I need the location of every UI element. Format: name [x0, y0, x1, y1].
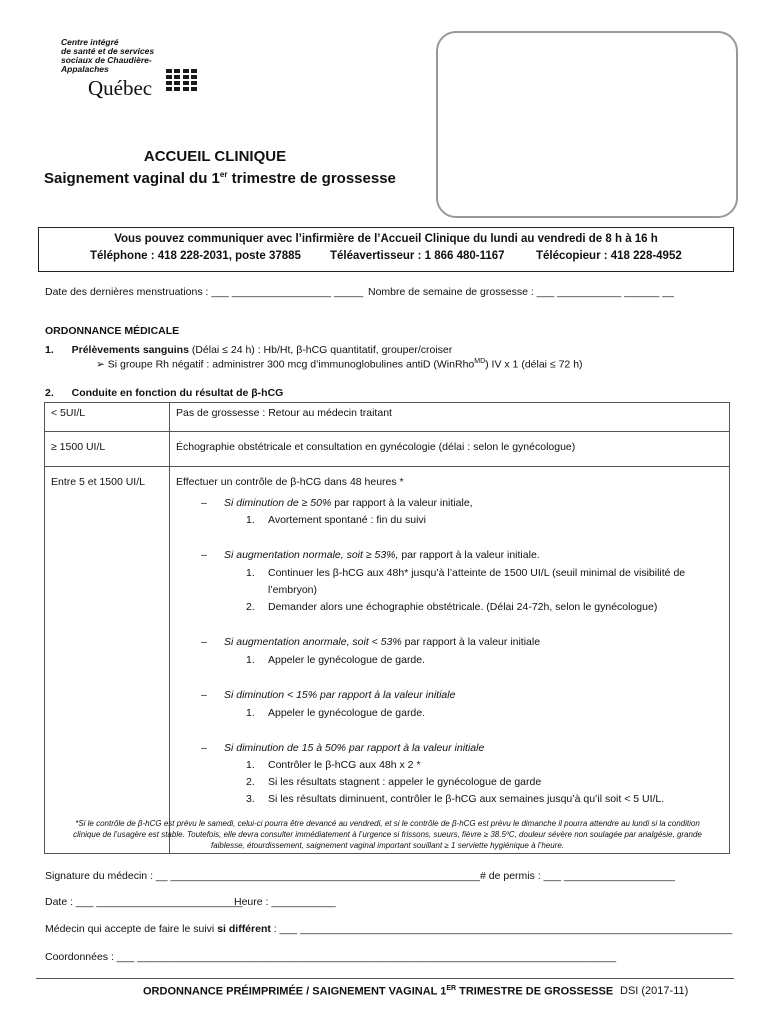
order-item-2: 2. Conduite en fonction du résultat de β-hCG	[45, 387, 284, 399]
followup-doctor-field[interactable]: Médecin qui accepte de faire le suivi si différent : ___ __________________________________________________________________________	[45, 923, 733, 935]
footer-divider	[36, 978, 734, 979]
order-item-1: 1. Prélèvements sanguins (Délai ≤ 24 h) : Hb/Ht, β-hCG quantitatif, grouper/croiser	[45, 344, 453, 356]
table-row: < 5UI/L Pas de grossesse : Retour au médecin traitant	[45, 403, 730, 432]
date-field[interactable]: Date : ___ _________________________	[45, 896, 243, 908]
footnote: *Si le contrôle de β-hCG est prévu le samedi, celui-ci pourra être devancé au vendredi, et si le contrôle de β-hCG est prévu le dimanche il pourra attendre au lundi si la condition clinique de l’usagère est stable. Toutefois, elle devra consulter immédiatement à l’urgence si frissons, sueurs, fièvre ≥ 38.5ºC, douleur sévère non soulagée par analgésie, grande faiblesse, étourdissement, saignement vaginal important souillant ≥ 1 serviette hygiénique à l’heure.	[73, 819, 702, 850]
branch-normal-increase: –	[201, 549, 207, 561]
quebec-logo-text: Québec	[88, 76, 153, 100]
quebec-flag-icon	[166, 69, 198, 91]
permit-number-field[interactable]: # de permis : ___ ___________________	[480, 870, 675, 882]
document-title: ACCUEIL CLINIQUE	[143, 148, 287, 165]
doctor-signature-field[interactable]: Signature du médecin : __ _____________________________________________________	[45, 870, 480, 882]
branch-decrease-15-50: –	[201, 742, 207, 754]
pregnancy-weeks-field[interactable]: Nombre de semaine de grossesse : ___ ___________ ______ __	[368, 286, 674, 298]
branch-abnormal-increase: –	[201, 636, 207, 648]
contact-hours: Vous pouvez communiquer avec l’infirmière de l’Accueil Clinique du lundi au vendredi de 8 h à 16 h	[114, 233, 658, 245]
coordinates-field[interactable]: Coordonnées : ___ __________________________________________________________________________________	[45, 951, 617, 963]
branch-decrease-50: –	[201, 497, 207, 509]
table-row: Entre 5 et 1500 UI/L Effectuer un contrôle de β-hCG dans 48 heures *	[45, 467, 730, 854]
patient-label-box	[436, 31, 738, 218]
document-subtitle: Saignement vaginal du 1er trimestre de grossesse	[44, 170, 396, 187]
lmp-field[interactable]: Date des dernières menstruations : ___ _________________ _____	[45, 286, 364, 298]
contact-pager: Téléavertisseur : 1 866 480-1167	[330, 250, 505, 262]
branch-decrease-15: –	[201, 689, 207, 701]
contact-phone: Téléphone : 418 228-2031, poste 37885	[90, 250, 301, 262]
arrow-bullet-icon: ➢	[96, 358, 105, 371]
order-heading: ORDONNANCE MÉDICALE	[45, 325, 180, 337]
order-item-1-sub: ➢ Si groupe Rh négatif : administrer 300 mcg d’immunoglobulines antiD (WinRho$^{MD}$) IV x 1 (délai ≤ 72 h)	[96, 358, 583, 371]
footer-title: ORDONNANCE PRÉIMPRIMÉE / SAIGNEMENT VAGINAL 1ER TRIMESTRE DE GROSSESSE	[143, 985, 614, 998]
contact-fax: Télécopieur : 418 228-4952	[536, 250, 682, 262]
form-code: DSI (2017-11)	[620, 985, 689, 997]
institution-name: Centre intégré de santé et de services sociaux de Chaudière- Appalaches	[61, 37, 155, 74]
table-row: ≥ 1500 UI/L Échographie obstétricale et consultation en gynécologie (délai : selon le gynécologue)	[45, 432, 730, 467]
time-field[interactable]: Heure : ___________	[234, 896, 336, 908]
